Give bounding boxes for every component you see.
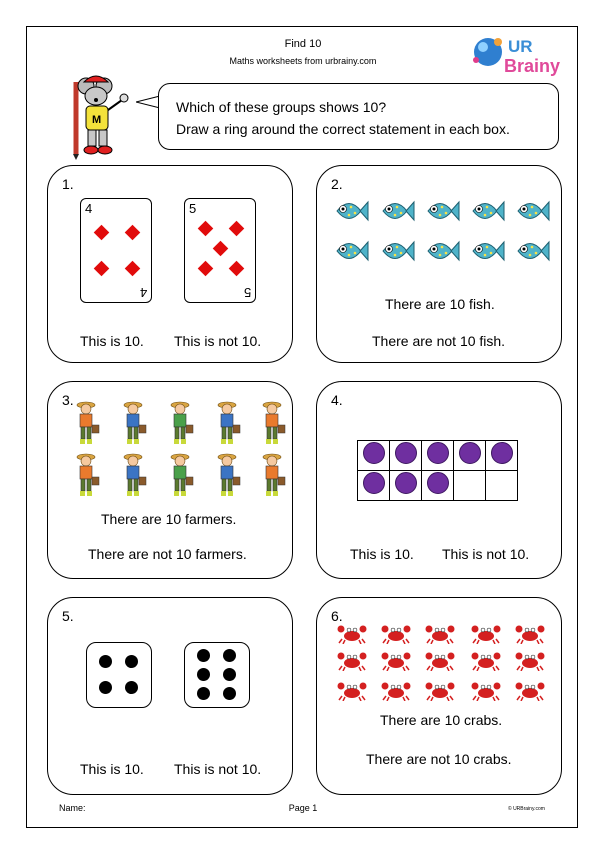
crab-icon (381, 651, 411, 671)
playing-card-5 (184, 198, 256, 303)
crab-icon (425, 624, 455, 644)
diamond-icon (213, 241, 229, 257)
pip (99, 681, 112, 694)
question-number: 3. (62, 392, 74, 408)
crab-icon (515, 624, 545, 644)
crab-icon (337, 681, 367, 701)
farmer-icon (213, 451, 241, 497)
crab-icon (337, 624, 367, 644)
diamond-icon (229, 221, 245, 237)
instruction-line-1: Which of these groups shows 10? (176, 99, 387, 115)
crab-icon (381, 624, 411, 644)
diamond-icon (198, 221, 214, 237)
ten-frame-cell (486, 441, 518, 471)
mascot-mouse-icon (62, 72, 142, 162)
instruction-line-2: Draw a ring around the correct statement in each box. (176, 121, 510, 137)
logo-text-top: UR (508, 37, 533, 56)
crab-icon (515, 681, 545, 701)
diamond-icon (229, 261, 245, 277)
statement-option[interactable]: This is 10. (80, 333, 144, 349)
question-number: 6. (331, 608, 343, 624)
farmer-icon (72, 451, 100, 497)
page-subtitle: Maths worksheets from urbrainy.com (229, 56, 377, 66)
die-four (86, 642, 152, 708)
page-title: Find 10 (284, 38, 322, 50)
ten-frame-cell (454, 471, 486, 501)
card-rank-bottom: 4 (139, 285, 147, 300)
statement-option[interactable]: This is not 10. (442, 546, 530, 562)
statement-option[interactable]: This is not 10. (174, 333, 262, 349)
counter-dot (427, 442, 449, 464)
ten-frame-cell (358, 441, 390, 471)
statement-option[interactable]: This is not 10. (174, 761, 262, 777)
farmer-icon (213, 399, 241, 445)
farmer-icon (166, 451, 194, 497)
ten-frame-cell (390, 441, 422, 471)
question-number: 2. (331, 176, 343, 192)
farmer-icon (119, 399, 147, 445)
counter-dot (427, 472, 449, 494)
question-box-3 (47, 381, 293, 579)
ten-frame-cell (422, 441, 454, 471)
ten-frame-cell (390, 471, 422, 501)
farmer-icon (166, 399, 194, 445)
question-number: 1. (62, 176, 74, 192)
fish-icon (469, 236, 505, 266)
question-box-5 (47, 597, 293, 795)
pip (223, 687, 236, 700)
crab-icon (471, 624, 501, 644)
question-box-6 (316, 597, 562, 795)
counter-dot (459, 442, 481, 464)
diamond-icon (198, 261, 214, 277)
crab-icon (425, 681, 455, 701)
diamond-icon (94, 225, 110, 241)
counter-dot (395, 472, 417, 494)
question-number: 4. (331, 392, 343, 408)
question-box-1 (47, 165, 293, 363)
counter-dot (395, 442, 417, 464)
fish-icon (469, 196, 505, 226)
instruction-bubble (158, 83, 559, 150)
pip (223, 668, 236, 681)
ten-frame-cell (358, 471, 390, 501)
fish-icon (514, 236, 550, 266)
copyright: © URBrainy.com (508, 806, 545, 812)
crab-icon (337, 651, 367, 671)
fish-icon (379, 236, 415, 266)
fish-icon (379, 196, 415, 226)
statement-option[interactable]: There are 10 crabs. (380, 712, 503, 728)
question-box-2 (316, 165, 562, 363)
pip (125, 681, 138, 694)
urbrainy-logo (466, 30, 566, 78)
counter-dot (491, 442, 513, 464)
statement-option[interactable]: There are not 10 crabs. (366, 751, 512, 767)
fish-icon (333, 236, 369, 266)
card-rank: 4 (85, 201, 93, 216)
farmer-icon (258, 399, 286, 445)
farmer-icon (119, 451, 147, 497)
ten-frame-cell (454, 441, 486, 471)
statement-option[interactable]: There are not 10 fish. (372, 333, 506, 349)
statement-option[interactable]: There are 10 farmers. (101, 511, 237, 527)
diamond-icon (94, 261, 110, 277)
question-number: 5. (62, 608, 74, 624)
mascot-shirt-letter: M (92, 114, 102, 126)
name-label: Name: (59, 803, 86, 813)
card-rank-bottom: 5 (243, 285, 251, 300)
ten-frame-cell (486, 471, 518, 501)
statement-option[interactable]: There are not 10 farmers. (88, 546, 247, 562)
crab-icon (515, 651, 545, 671)
fish-icon (424, 236, 460, 266)
die-six (184, 642, 250, 708)
statement-option[interactable]: This is 10. (350, 546, 414, 562)
page-number: Page 1 (288, 803, 318, 813)
farmer-icon (258, 451, 286, 497)
playing-card-4 (80, 198, 152, 303)
crab-icon (471, 681, 501, 701)
pip (99, 655, 112, 668)
card-rank: 5 (189, 201, 197, 216)
pip (223, 649, 236, 662)
pip (197, 668, 210, 681)
pip (125, 655, 138, 668)
logo-text-bottom: Brainy (504, 56, 561, 76)
diamond-icon (125, 225, 141, 241)
counter-dot (363, 472, 385, 494)
fish-icon (333, 196, 369, 226)
counter-dot (363, 442, 385, 464)
statement-option[interactable]: There are 10 fish. (385, 296, 495, 312)
crab-icon (425, 651, 455, 671)
statement-option[interactable]: This is 10. (80, 761, 144, 777)
crab-icon (471, 651, 501, 671)
ten-frame (357, 440, 518, 501)
fish-icon (424, 196, 460, 226)
ten-frame-cell (422, 471, 454, 501)
pip (197, 649, 210, 662)
farmer-icon (72, 399, 100, 445)
diamond-icon (125, 261, 141, 277)
crab-icon (381, 681, 411, 701)
fish-icon (514, 196, 550, 226)
pip (197, 687, 210, 700)
